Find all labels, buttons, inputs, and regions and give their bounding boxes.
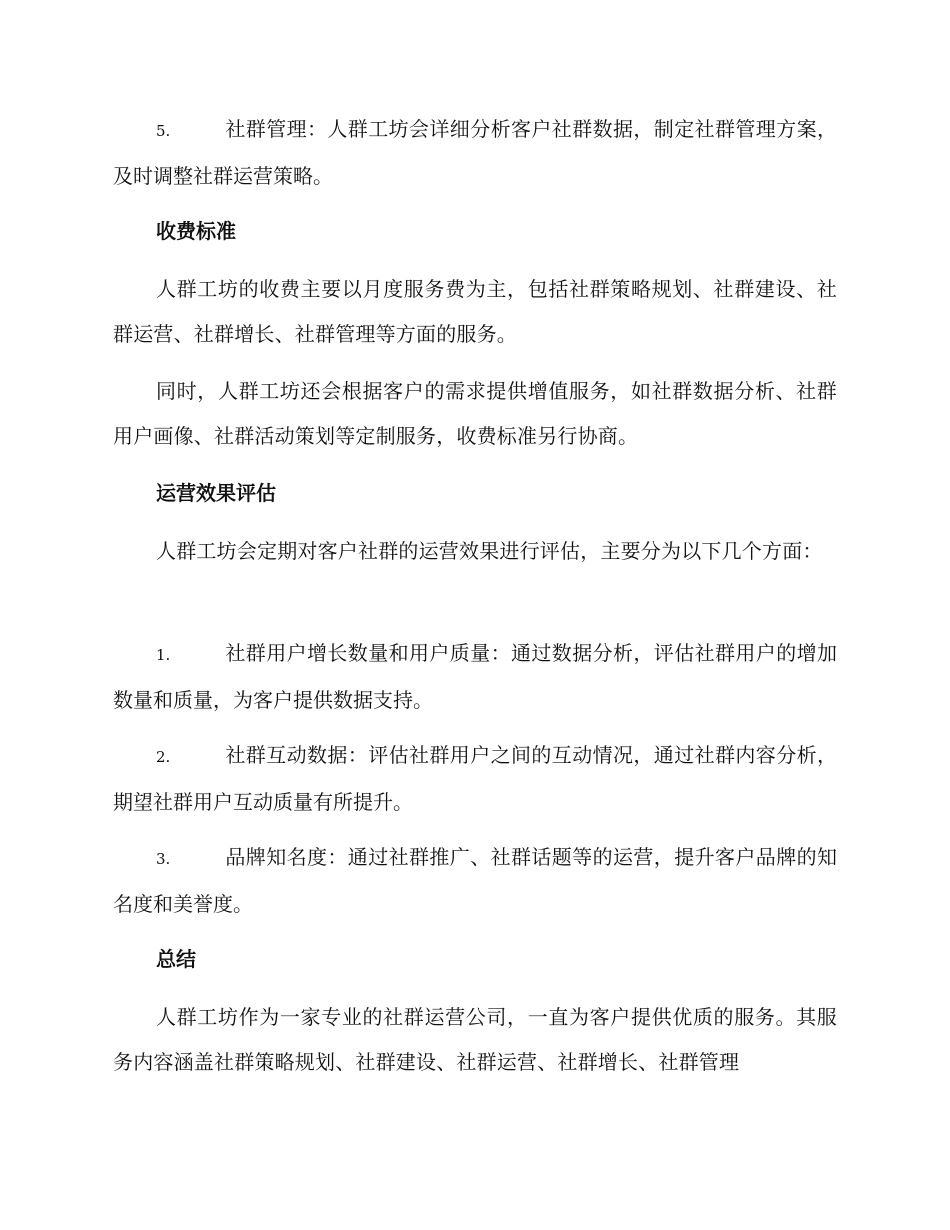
list-number: 3. [156,850,171,868]
list-text: 社群互动数据：评估社群用户之间的互动情况，通过社群内容分析，期望社群用户互动质量有所提升。 [113,743,837,814]
section-heading-fees: 收费标准 [156,219,236,243]
list-text: 社群管理：人群工坊会详细分析客户社群数据，制定社群管理方案，及时调整社群运营策略。 [113,117,837,188]
list-item-1 [113,631,837,723]
list-number: 1. [156,646,171,664]
list-number: 5. [156,122,171,140]
paragraph-evaluation-intro: 人群工坊会定期对客户社群的运营效果进行评估，主要分为以下几个方面： [156,539,823,563]
list-item-2 [113,733,837,825]
list-number: 2. [156,748,171,766]
list-item-5 [113,107,837,199]
list-text: 社群用户增长数量和用户质量：通过数据分析，评估社群用户的增加数量和质量，为客户提供数据支持。 [113,641,837,712]
paragraph-fees-1: 人群工坊的收费主要以月度服务费为主，包括社群策略规划、社群建设、社群运营、社群增长、社群管理等方面的服务。 [113,277,837,346]
section-heading-summary: 总结 [156,947,196,971]
paragraph-fees-2: 同时，人群工坊还会根据客户的需求提供增值服务，如社群数据分析、社群用户画像、社群活动策划等定制服务，收费标准另行协商。 [113,379,837,448]
list-text: 品牌知名度：通过社群推广、社群话题等的运营，提升客户品牌的知名度和美誉度。 [113,845,837,916]
section-heading-evaluation: 运营效果评估 [156,481,276,505]
list-item-3 [113,835,837,927]
paragraph-summary: 人群工坊作为一家专业的社群运营公司，一直为客户提供优质的服务。其服务内容涵盖社群策略规划、社群建设、社群运营、社群增长、社群管理 [113,1005,837,1074]
